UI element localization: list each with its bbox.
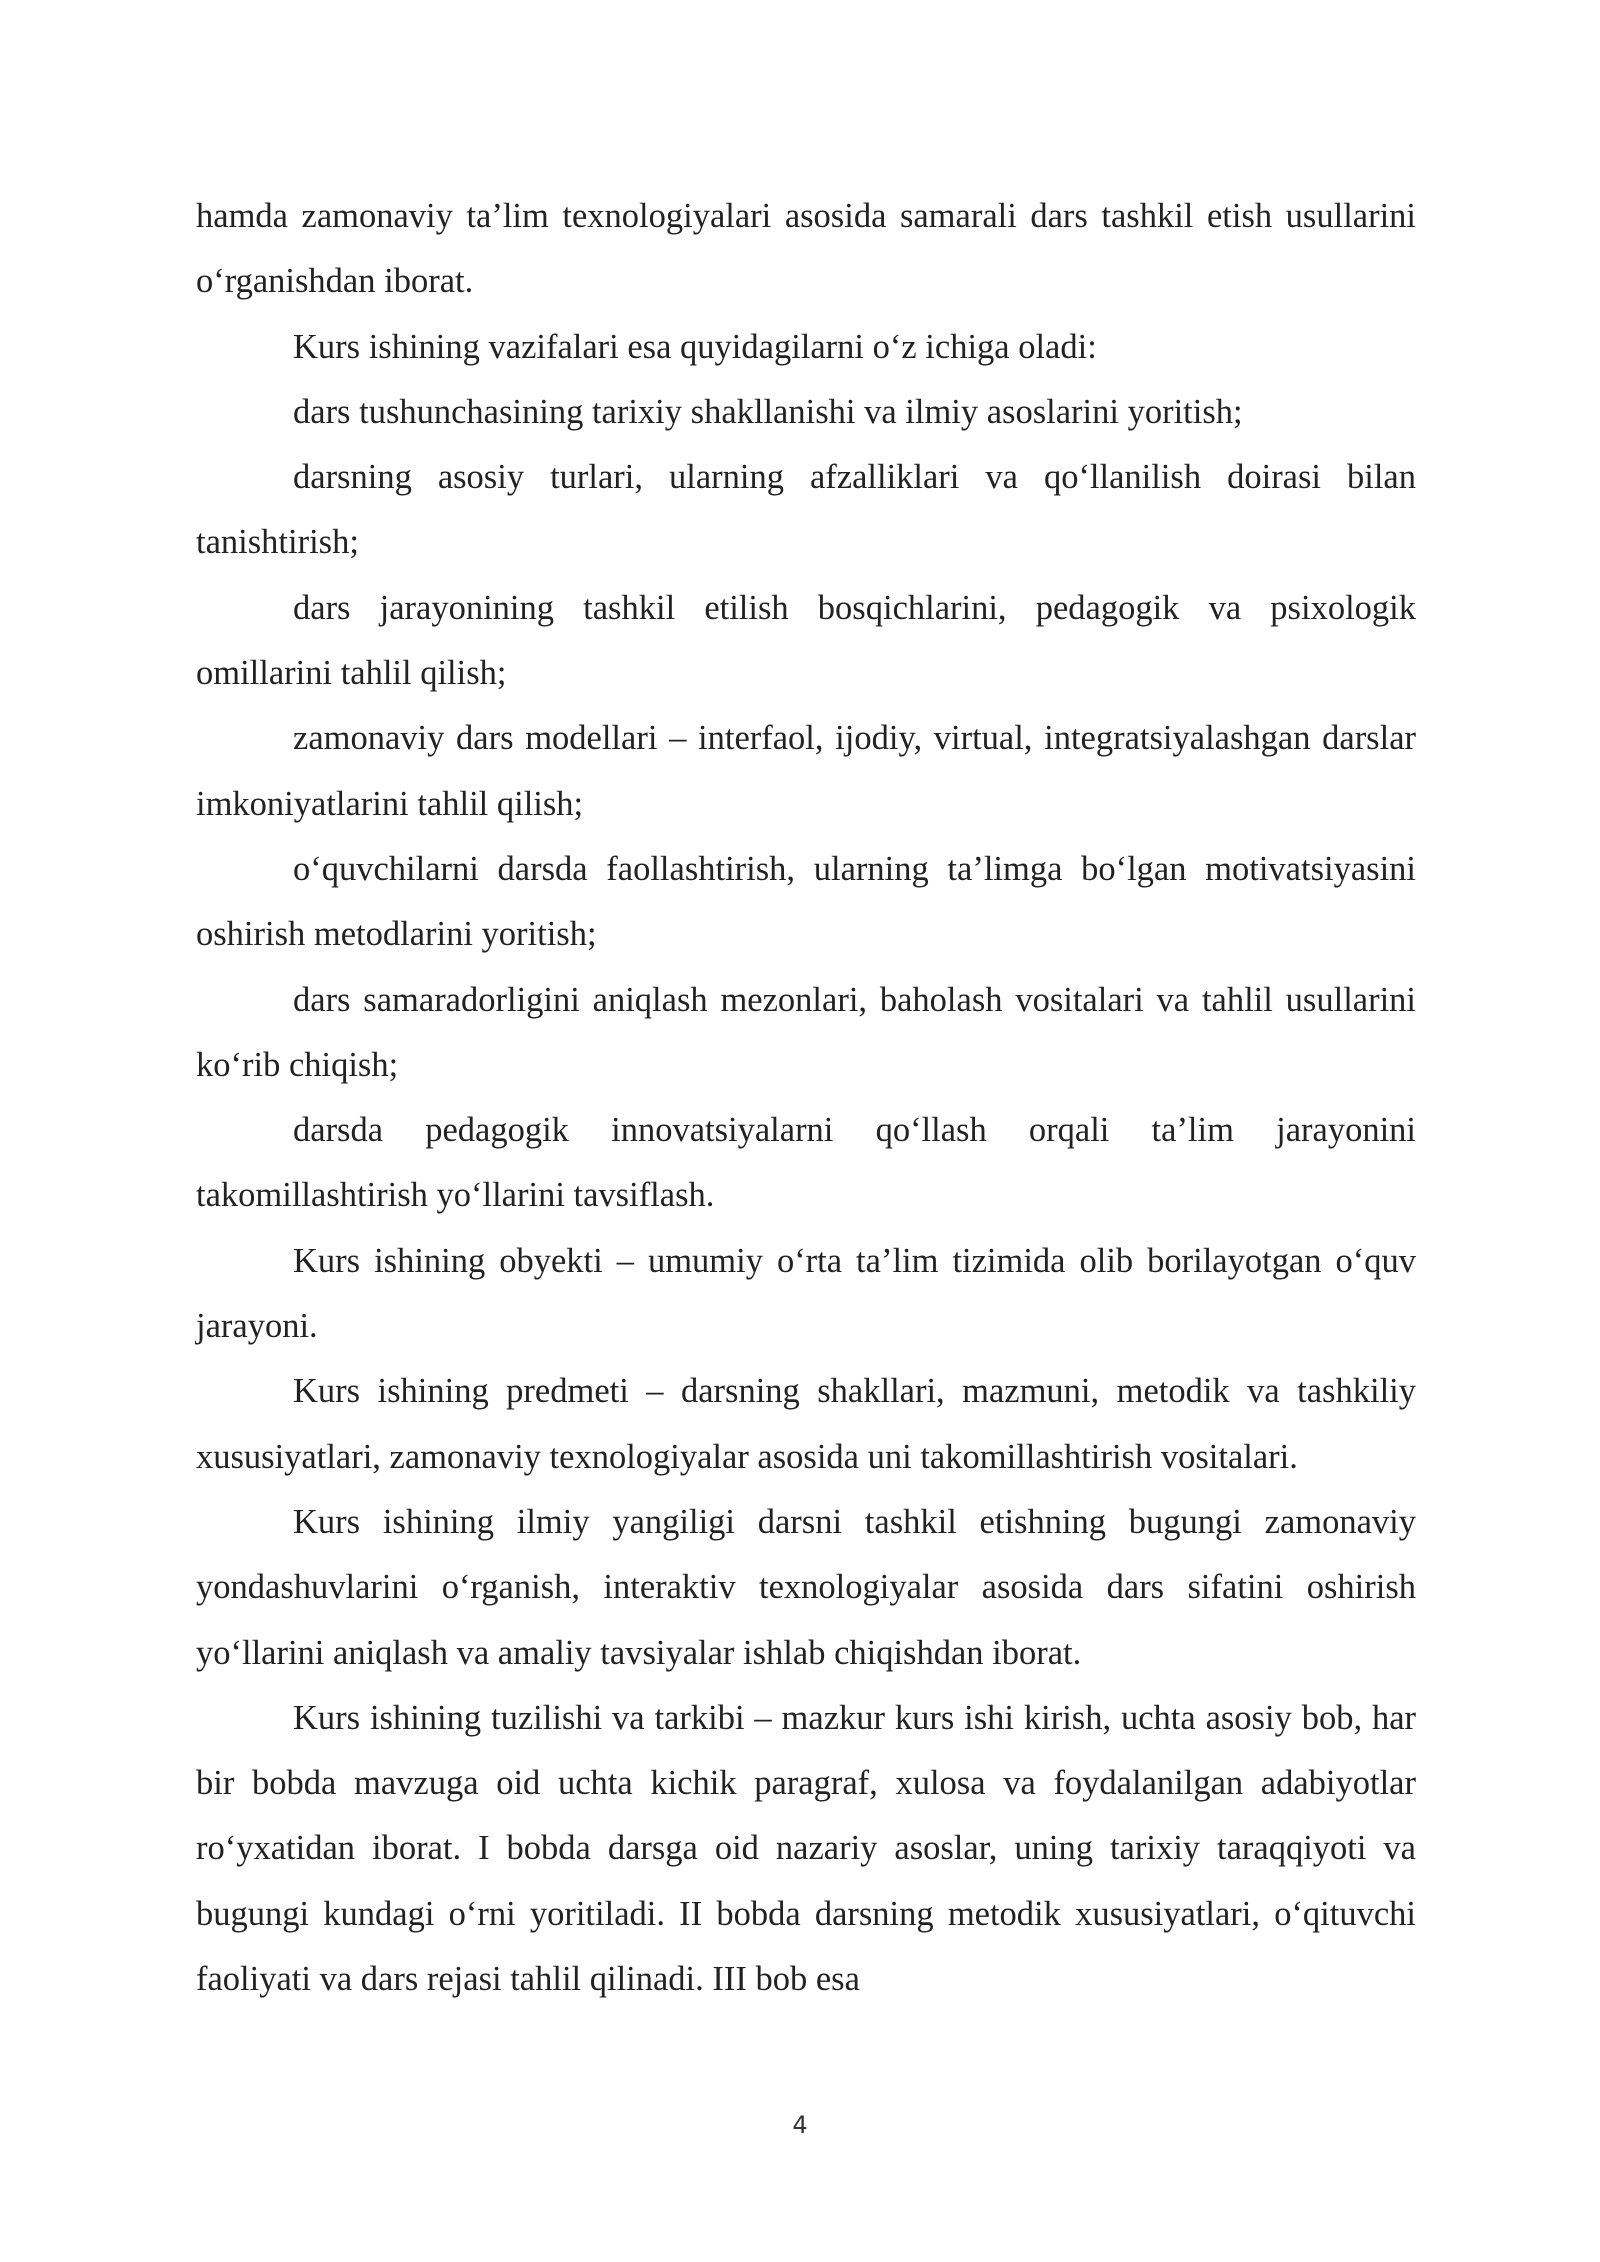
list-item: zamonaviy dars modellari – interfaol, ijodiy, virtual, integratsiyalashgan darslar imkoniyatlarini tahlil qilish; bbox=[196, 719, 1416, 823]
list-item: dars jarayonining tashkil etilish bosqichlarini, pedagogik va psixologik omillarini tahlil qilish; bbox=[196, 588, 1416, 693]
list-item: darsning asosiy turlari, ularning afzalliklari va qo‘llanilish doirasi bilan tanishtirish; bbox=[196, 458, 1416, 562]
list-item: darsda pedagogik innovatsiyalarni qo‘llash orqali ta’lim jarayonini takomillashtirish yo‘llarini tavsiflash. bbox=[196, 1111, 1416, 1215]
list-item: o‘quvchilarni darsda faollashtirish, ularning ta’limga bo‘lgan motivatsiyasini oshirish metodlarini yoritish; bbox=[196, 849, 1416, 954]
paragraph: hamda zamonaviy ta’lim texnologiyalari asosida samarali dars tashkil etish usullarini o‘rganishdan iborat. bbox=[196, 197, 1416, 301]
paragraph: Kurs ishining ilmiy yangiligi darsni tashkil etishning bugungi zamonaviy yondashuvlarini o‘rganish, interaktiv texnologiyalar asosida dars sifatini oshirish yo‘llarini aniqlash va amaliy tavsiyalar ishlab chiqishdan iborat. bbox=[196, 1502, 1416, 1672]
paragraph: Kurs ishining obyekti – umumiy o‘rta ta’lim tizimida olib borilayotgan o‘quv jarayoni. bbox=[196, 1241, 1416, 1346]
page-number: 4 bbox=[792, 2111, 808, 2139]
body-text bbox=[196, 184, 1416, 2012]
paragraph: Kurs ishining vazifalari esa quyidagilarni o‘z ichiga oladi: bbox=[293, 327, 1097, 366]
paragraph: Kurs ishining tuzilishi va tarkibi – mazkur kurs ishi kirish, uchta asosiy bob, har bir bobda mavzuga oid uchta kichik paragraf, xulosa va foydalanilgan adabiyotlar ro‘yxatidan iborat. I bobda darsga oid nazariy asoslar, uning tarixiy taraqqiyoti va bugungi kundagi o‘rni yoritiladi. II bobda darsning metodik xususiyatlari, o‘qituvchi faoliyati va dars rejasi tahlil qilinadi. III bob esa bbox=[196, 1698, 1416, 1999]
list-item: dars samaradorligini aniqlash mezonlari, baholash vositalari va tahlil usullarini ko‘rib chiqish; bbox=[196, 980, 1416, 1084]
list-item: dars tushunchasining tarixiy shakllanishi va ilmiy asoslarini yoritish; bbox=[293, 392, 1243, 431]
paragraph: Kurs ishining predmeti – darsning shakllari, mazmuni, metodik va tashkiliy xususiyatlari, zamonaviy texnologiyalar asosida uni takomillashtirish vositalari. bbox=[196, 1372, 1416, 1476]
